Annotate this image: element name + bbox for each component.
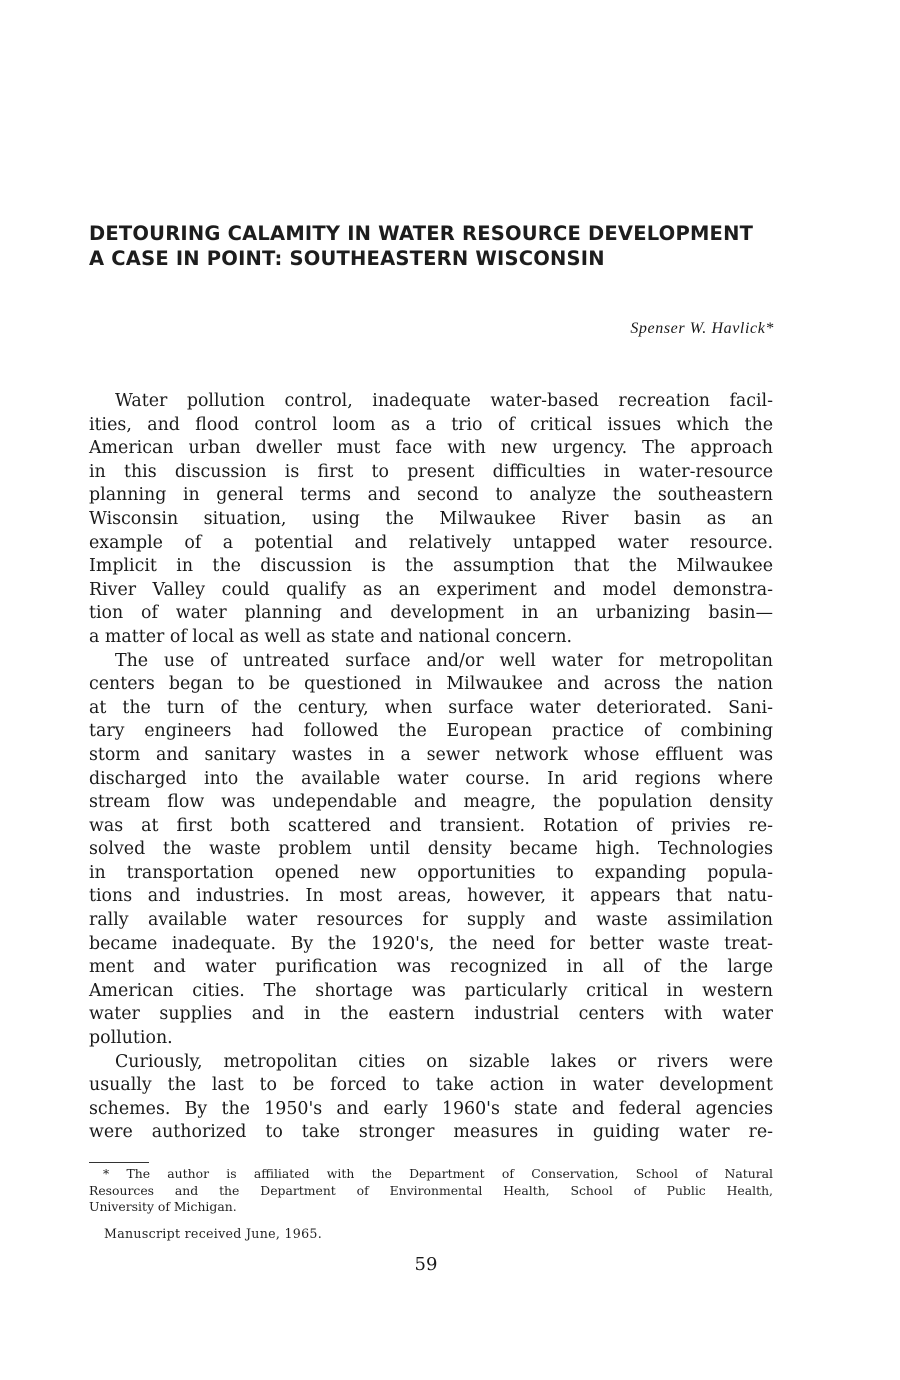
article-body	[89, 390, 773, 1145]
paragraph-3	[89, 1051, 773, 1145]
title-line-1: DETOURING CALAMITY IN WATER RESOURCE DEVELOPMENT	[89, 222, 754, 245]
body-line: stream flow was undependable and meagre, the population density	[89, 792, 773, 813]
body-line: Curiously, metropolitan cities on sizable lakes or rivers were	[115, 1051, 773, 1072]
body-line: tions and industries. In most areas, however, it appears that natu-	[89, 886, 773, 907]
footnote-line: * The author is affiliated with the Department of Conservation, School of Natural	[103, 1166, 773, 1181]
body-line: in transportation opened new opportunities to expanding popula-	[89, 862, 773, 883]
body-line: American cities. The shortage was particularly critical in western	[89, 980, 773, 1001]
body-line: River Valley could qualify as an experiment and model demonstra-	[89, 579, 773, 600]
body-line: tion of water planning and development in an urbanizing basin—	[89, 603, 773, 624]
body-line: example of a potential and relatively untapped water resource.	[89, 532, 773, 553]
body-line: became inadequate. By the 1920's, the need for better waste treat-	[89, 933, 773, 954]
body-line: usually the last to be forced to take action in water development	[89, 1075, 773, 1096]
footnote-line: University of Michigan.	[89, 1199, 237, 1214]
paragraph-1	[89, 390, 773, 650]
body-line: rally available water resources for supply and waste assimilation	[89, 910, 773, 931]
body-line: discharged into the available water course. In arid regions where	[89, 768, 773, 789]
body-line: in this discussion is first to present difficulties in water-resource	[89, 461, 773, 482]
author-name: Spenser W. Havlick*	[630, 320, 774, 337]
body-line: at the turn of the century, when surface water deteriorated. Sani-	[89, 697, 773, 718]
body-line: was at first both scattered and transient. Rotation of privies re-	[89, 815, 773, 836]
manuscript-received-note: Manuscript received June, 1965.	[104, 1226, 323, 1241]
body-line: tary engineers had followed the European practice of combining	[89, 721, 773, 742]
body-line: ment and water purification was recognized in all of the large	[89, 957, 773, 978]
body-line: ities, and flood control loom as a trio of critical issues which the	[89, 414, 773, 435]
paragraph-2	[89, 650, 773, 1051]
body-line: storm and sanitary wastes in a sewer network whose effluent was	[89, 744, 773, 765]
page-number: 59	[414, 1254, 438, 1275]
title-line-2: A CASE IN POINT: SOUTHEASTERN WISCONSIN	[89, 247, 605, 270]
footnote-line: Resources and the Department of Environmental Health, School of Public Health,	[89, 1182, 773, 1198]
body-line: schemes. By the 1950's and early 1960's state and federal agencies	[89, 1098, 773, 1119]
body-line: centers began to be questioned in Milwaukee and across the nation	[89, 674, 773, 695]
article-title	[89, 221, 819, 271]
body-line: a matter of local as well as state and national concern.	[89, 626, 573, 647]
body-line: American urban dweller must face with new urgency. The approach	[89, 438, 773, 459]
body-line: Wisconsin situation, using the Milwaukee River basin as an	[89, 508, 773, 529]
body-line: planning in general terms and second to analyze the southeastern	[89, 485, 773, 506]
body-line: pollution.	[89, 1028, 173, 1049]
footnote-divider	[89, 1162, 149, 1163]
body-line: water supplies and in the eastern industrial centers with water	[89, 1004, 773, 1025]
body-line: The use of untreated surface and/or well water for metropolitan	[115, 650, 773, 671]
body-line: Water pollution control, inadequate water-based recreation facil-	[115, 391, 773, 411]
footnote	[89, 1166, 773, 1216]
body-line: Implicit in the discussion is the assumption that the Milwaukee	[89, 556, 773, 577]
body-line: were authorized to take stronger measures in guiding water re-	[89, 1122, 773, 1143]
body-line: solved the waste problem until density became high. Technologies	[89, 839, 773, 860]
